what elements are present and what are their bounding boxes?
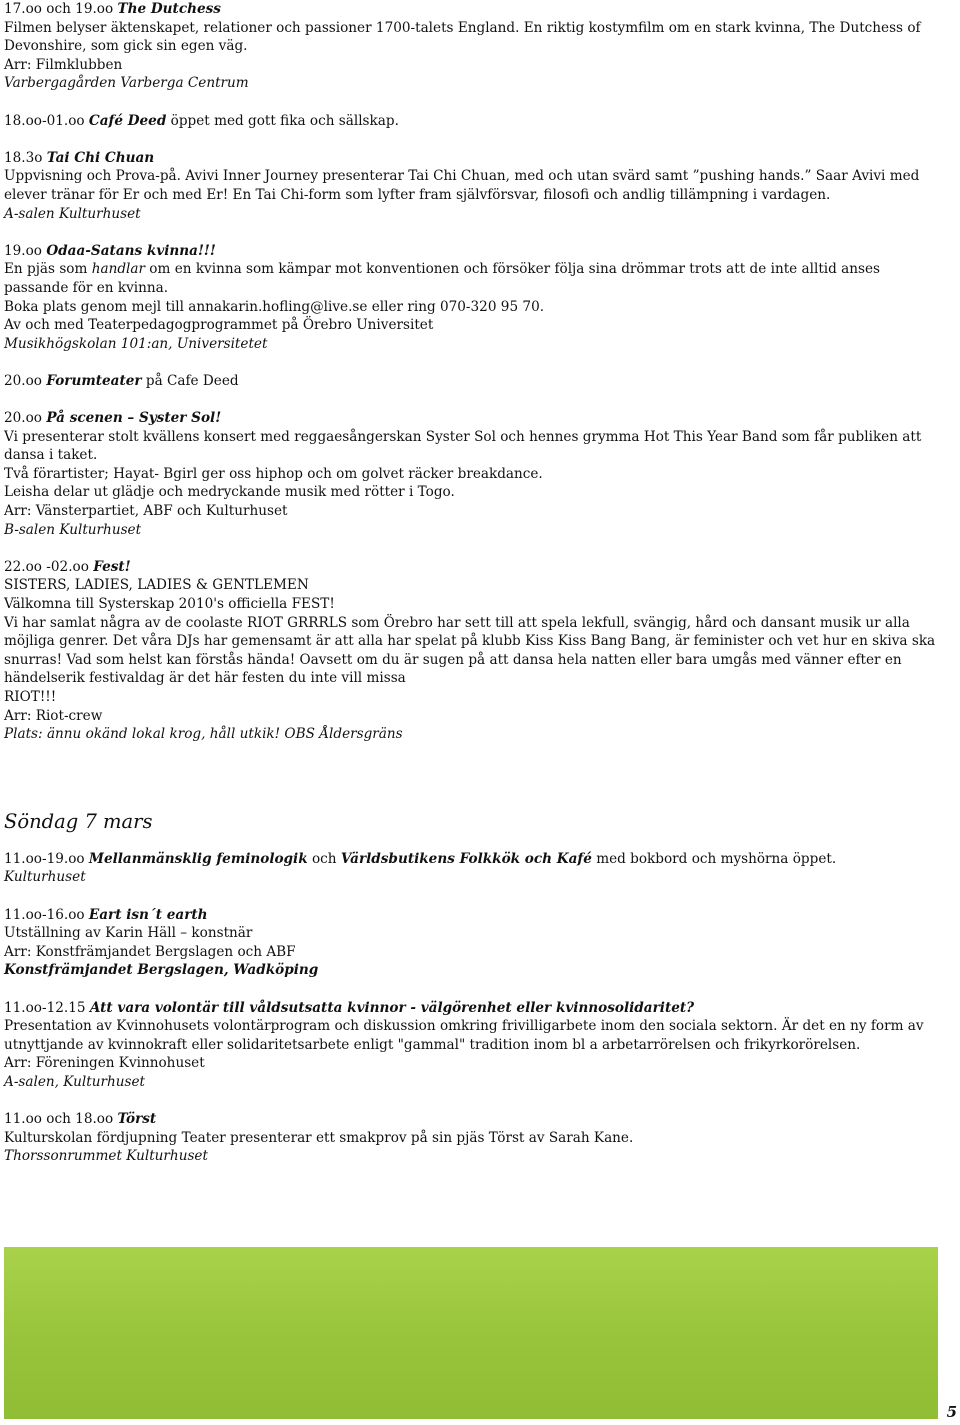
event-booking: Boka plats genom mejl till annakarin.hofling@live.se eller ring 070-320 95 70. [4,298,545,315]
event-title: Café Deed [88,112,167,129]
event-time: 11.oo-12.15 [4,999,90,1016]
event-title: Tai Chi Chuan [46,149,155,166]
event-title: Eart isn´t earth [88,906,208,923]
event-forumteater [4,372,944,391]
event-description: Kulturskolan fördjupning Teater presenterar ett smakprov på sin pjäs Törst av Sarah Kane. [4,1129,634,1146]
program-page [4,0,944,1166]
event-subtitle: Välkomna till Systerskap 2010's officiella FEST! [4,596,335,612]
event-time: 11.oo-19.oo [4,850,89,867]
event-title: Världsbutikens Folkkök och Kafé [340,850,592,867]
event-title: Mellanmänsklig feminologik [88,850,308,867]
event-title: På scenen – Syster Sol! [46,410,222,427]
event-description: Leisha delar ut glädje och medryckande musik med rötter i Togo. [4,484,455,501]
event-fest [4,558,944,744]
event-time: 19.oo [4,242,47,259]
event-location: Konstfrämjandet Bergslagen, Wadköping [4,962,319,979]
event-description: Vi presenterar stolt kvällens konsert med reggaesångerskan Syster Sol och hennes grymma Hot This Year Band som får publiken att dansa i taket. [4,428,922,464]
event-location: Thorssonrummet Kulturhuset [4,1148,208,1165]
event-odaa-satans-kvinna [4,242,944,354]
event-location: Varbergagården Varberga Centrum [4,75,249,92]
page-number: 5 [946,1403,957,1421]
event-time: 18.oo-01.oo [4,112,89,129]
event-time: 18.3o [4,149,47,166]
event-location: Plats: ännu okänd lokal krog, håll utkik! OBS Åldersgräns [4,726,403,743]
event-location: A-salen Kulturhuset [4,205,141,222]
event-description: öppet med gott fika och sällskap. [166,112,399,129]
event-subtitle: SISTERS, LADIES, LADIES & GENTLEMEN [4,577,309,594]
event-organizer: Arr: Filmklubben [4,56,123,73]
event-cafe-deed [4,112,944,131]
event-location: Kulturhuset [4,869,86,886]
day-heading: Söndag 7 mars [4,809,153,833]
event-feminologik: 11.oo-19.oo Mellanmänsklig feminologik och Världsbutikens Folkkök och Kafé med bokbord och myshörna öppet. Kulturhuset [4,850,944,887]
event-title: Fest! [93,558,131,575]
event-location: Musikhögskolan 101:an, Universitetet [4,335,268,352]
event-organizer: Arr: Riot-crew [4,707,103,724]
event-title: Odaa-Satans kvinna!!! [46,242,216,259]
event-pa-scenen [4,409,944,539]
event-description: Vi har samlat några av de coolaste RIOT GRRRLS som Örebro har sett till att spela lekfull, svängig, hård och dansant musik ur alla möjliga genrer. Det våra DJs har gemensamt är att alla har spelat på klubb Kiss Kiss Bang Bang, är feminister och vet hur en skiva ska snurras! Vad som helst kan förstås hända! Oavsett om du är sugen på att dansa hela natten eller bara umgås med vänner efter en händelserik festivaldag är det här festen du inte vill missa [4,614,936,687]
event-organizer: Arr: Konstfrämjandet Bergslagen och ABF [4,943,296,960]
event-title: The Dutchess [117,1,221,17]
event-description: En pjäs som handlar om en kvinna som kämpar mot konventionen och försöker följa sina drömmar trots att de inte alltid anses passande för en kvinna. [4,261,881,296]
event-location: B-salen Kulturhuset [4,521,142,538]
event-time: 17.oo och 19.oo [4,1,118,17]
event-description: Presentation av Kvinnohusets volontärprogram och diskussion omkring frivilligarbete inom den sociala sektorn. Är det en ny form av utnyttjande av kvinnokraft eller solidaritetsarbete enligt "gammal" tradition inom bl a arbetarrörelsen och frikyrkorörelsen. [4,1018,924,1053]
event-time: 22.oo -02.oo [4,558,94,575]
event-time: 11.oo och 18.oo [4,1111,118,1128]
event-title: Törst [117,1111,157,1128]
event-time: 11.oo-16.oo [4,906,89,923]
green-banner [4,1247,938,1419]
event-time: 20.oo [4,410,47,427]
event-description: Utställning av Karin Häll – konstnär [4,925,253,942]
event-eart-isnt-earth [4,906,944,980]
event-description: med bokbord och myshörna öppet. [591,850,837,867]
event-description: Två förartister; Hayat- Bgirl ger oss hiphop och om golvet räcker breakdance. [4,465,543,482]
event-volontar [4,999,944,1092]
event-description: Uppvisning och Prova-på. Avivi Inner Journey presenterar Tai Chi Chuan, med och utan svärd samt ”pushing hands.” Saar Avivi med elever tränar för Er och med Er! En Tai Chi-form som lyfter fram självförsvar, filosofi och andlig tillämpning i vardagen. [4,168,920,203]
event-title: Forumteater [46,372,142,389]
event-description: Filmen belyser äktenskapet, relationer och passioner 1700-talets England. En riktig kostymfilm om en stark kvinna, The Dutchess of Devonshire, som gick sin egen väg. [4,19,921,55]
event-organizer: Arr: Vänsterpartiet, ABF och Kulturhuset [4,503,288,520]
event-organizer: Av och med Teaterpedagogprogrammet på Örebro Universitet [4,317,434,334]
event-description: RIOT!!! [4,688,57,705]
event-the-dutchess [4,0,944,93]
event-title: Att vara volontär till våldsutsatta kvinnor - välgörenhet eller kvinnosolidaritet? [89,999,695,1016]
event-description: på Cafe Deed [141,372,239,389]
event-time: 20.oo [4,372,47,389]
event-tai-chi [4,149,944,223]
event-location: A-salen, Kulturhuset [4,1073,145,1090]
event-torst [4,1110,944,1166]
event-organizer: Arr: Föreningen Kvinnohuset [4,1055,205,1072]
